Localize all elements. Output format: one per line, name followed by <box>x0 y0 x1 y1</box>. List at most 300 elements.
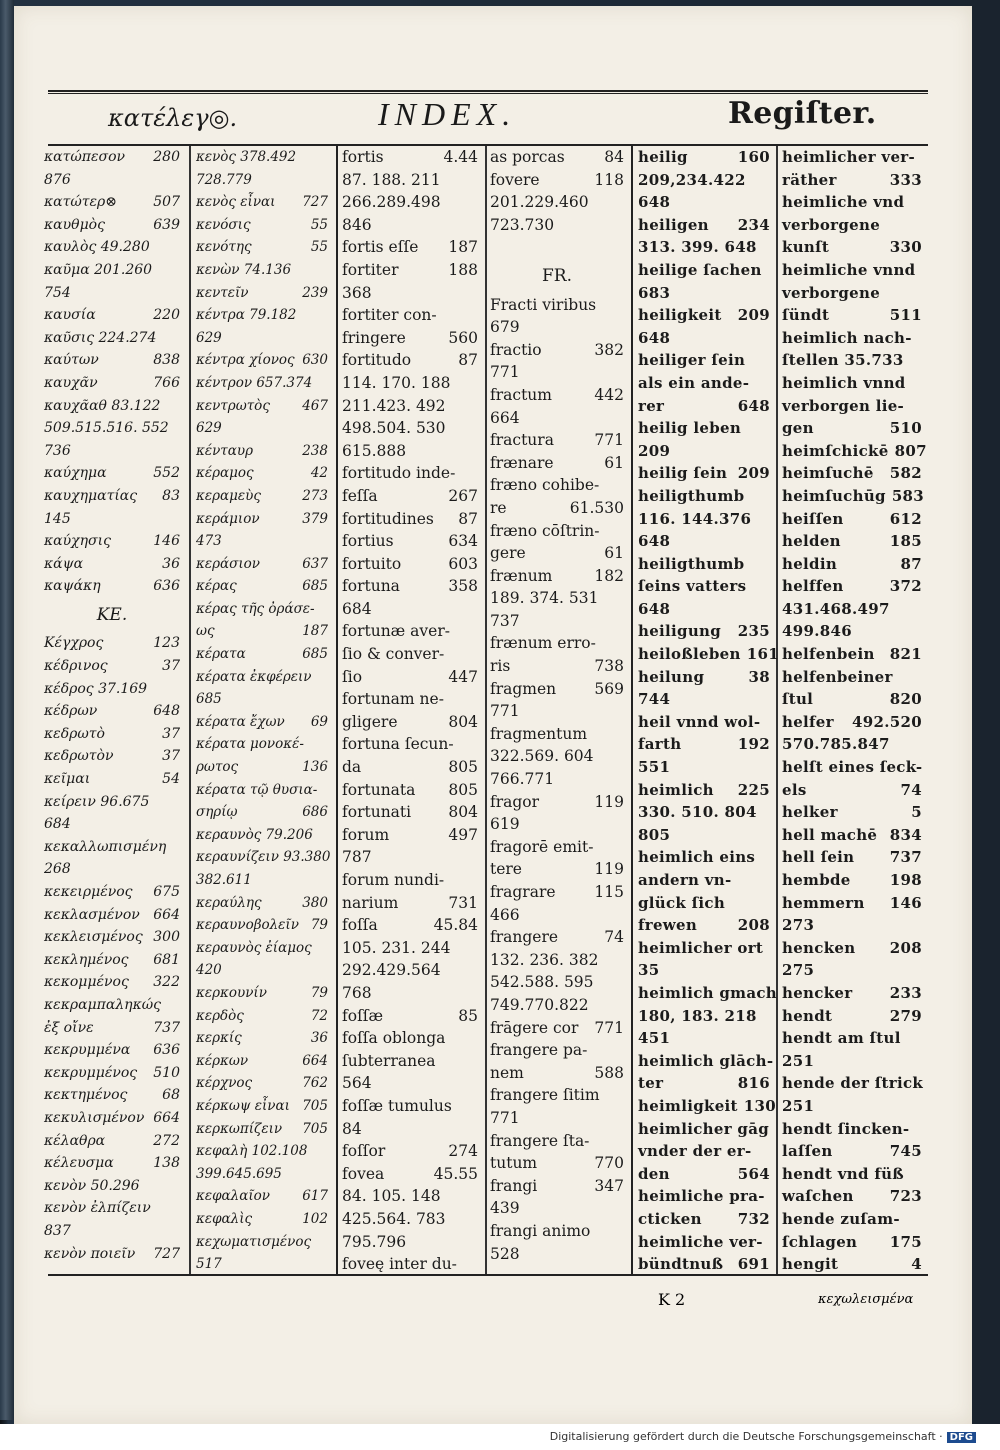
index-term: ſündt <box>782 306 830 325</box>
index-term: heiligkeit <box>638 306 722 325</box>
index-entry <box>782 643 922 666</box>
index-entry <box>782 282 922 305</box>
index-term: 211.423. 492 <box>342 396 446 415</box>
index-term: farth <box>638 735 682 754</box>
page-reference: 511 <box>889 306 922 325</box>
index-term: heiligthumb <box>638 554 745 573</box>
index-term: 837 <box>44 1222 71 1239</box>
index-term: 805 <box>638 825 671 844</box>
index-term: ρωτος <box>196 759 239 776</box>
index-term: 275 <box>782 961 815 980</box>
page-reference: 467 <box>302 397 328 414</box>
index-term: helſt eines ſeck- <box>782 758 923 777</box>
index-entry <box>44 508 180 531</box>
index-entry <box>782 530 922 553</box>
index-term: κενὸν 50.296 <box>44 1177 140 1194</box>
index-term: tutum <box>490 1154 538 1173</box>
index-term: fortuito <box>342 554 402 573</box>
index-term: fragorē emit- <box>490 837 594 856</box>
index-entry <box>196 914 328 937</box>
page-reference: 79 <box>310 984 328 1001</box>
index-entry <box>342 982 478 1005</box>
index-term: ris <box>490 657 511 676</box>
index-entry <box>44 904 180 927</box>
index-term: 266.289.498 <box>342 193 441 212</box>
index-entry <box>490 1197 624 1220</box>
page-reference: 146 <box>153 533 180 550</box>
page-reference: 564 <box>737 1164 770 1183</box>
index-term: 209 <box>638 441 671 460</box>
index-term: andern vn- <box>638 871 732 889</box>
index-entry <box>342 1027 478 1050</box>
index-entry <box>44 678 180 701</box>
index-term: hembde <box>782 871 851 889</box>
page-signature: K 2 <box>658 1290 686 1309</box>
index-entry <box>638 779 770 802</box>
page-reference: 274 <box>448 1142 478 1161</box>
page-reference: 55 <box>310 216 328 233</box>
index-entry <box>782 169 922 192</box>
index-term: heimliche pra- <box>638 1187 765 1206</box>
page-reference: 637 <box>302 555 328 572</box>
index-entry <box>638 553 770 576</box>
index-term: κενόσις <box>196 216 251 233</box>
index-term: fragor <box>490 792 540 811</box>
index-term: καυσία <box>44 307 96 324</box>
index-entry <box>638 1231 770 1254</box>
page-reference: 119 <box>594 860 624 879</box>
index-term: 330. 510. 804 <box>638 803 757 822</box>
index-entry <box>490 1152 624 1175</box>
page-reference: 588 <box>594 1063 624 1082</box>
index-term: fortius <box>342 532 394 551</box>
index-term: 664 <box>490 408 520 427</box>
index-entry <box>638 349 770 372</box>
page-reference: 382 <box>594 340 624 359</box>
index-term: κέρας <box>196 578 237 595</box>
index-entry <box>638 146 770 169</box>
index-entry <box>782 846 922 869</box>
index-term: frāgere cor <box>490 1018 579 1037</box>
index-entry <box>342 824 478 847</box>
index-entry <box>638 914 770 937</box>
index-entry <box>638 1027 770 1050</box>
index-term: räther <box>782 170 837 189</box>
index-term: 846 <box>342 215 372 234</box>
index-term: helfenbein <box>782 645 875 664</box>
index-entry <box>490 994 624 1017</box>
page-reference: 333 <box>889 170 922 189</box>
page-reference: 834 <box>889 825 922 844</box>
page-reference: 198 <box>889 871 922 889</box>
index-entry <box>44 462 180 485</box>
index-term: fractum <box>490 385 552 404</box>
index-entry <box>196 1005 328 1028</box>
index-term: κέρατα ἔχων <box>196 713 285 730</box>
index-term: κεραυνὸς 79.206 <box>196 826 313 843</box>
index-term: 768 <box>342 983 372 1002</box>
page-reference: 685 <box>302 578 328 595</box>
index-term: heimlich <box>638 780 714 799</box>
index-term: helden <box>782 532 841 551</box>
index-term: frangi animo <box>490 1221 591 1240</box>
index-term: κέντρον 657.374 <box>196 374 313 391</box>
index-term: frewen <box>638 916 698 935</box>
index-entry <box>490 339 624 362</box>
index-entry <box>196 575 328 598</box>
header-center: INDEX. <box>378 96 517 132</box>
index-term: heimlicher ver- <box>782 148 916 166</box>
index-term: κεφαλὴ 102.108 <box>196 1143 308 1160</box>
page-reference: 705 <box>302 1120 328 1137</box>
index-entry <box>638 824 770 847</box>
page-reference: 380 <box>302 894 328 911</box>
page-reference: 664 <box>153 1109 180 1126</box>
index-term: κενὸν ποιεῖν <box>44 1245 136 1262</box>
index-entry <box>196 666 328 689</box>
index-term: rer <box>638 396 665 415</box>
page-reference: 766 <box>153 374 180 391</box>
dfg-logo: DFG <box>947 1432 976 1443</box>
index-term: frangere <box>490 928 559 947</box>
index-entry <box>782 1163 922 1186</box>
page-reference: 61.530 <box>569 498 624 517</box>
index-entry <box>342 914 478 937</box>
index-entry <box>44 1039 180 1062</box>
index-entry <box>196 259 328 282</box>
page-reference: 87 <box>458 509 478 528</box>
index-entry <box>490 520 624 543</box>
index-term: 564 <box>342 1074 372 1093</box>
index-term: κεκλημένος <box>44 951 129 968</box>
index-entry <box>490 610 624 633</box>
page-reference: 560 <box>448 328 478 347</box>
page-reference: 42 <box>310 465 328 482</box>
page-reference: 161 <box>746 645 779 664</box>
index-term: κεδρωτὸ <box>44 725 105 742</box>
index-entry <box>196 1050 328 1073</box>
page-reference: 192 <box>737 735 770 754</box>
header-right: Regiſter. <box>728 96 877 131</box>
index-term: κεραυνὸς ἐίαμος <box>196 939 312 956</box>
index-entry <box>196 417 328 440</box>
page-reference: 208 <box>889 938 922 957</box>
index-entry <box>782 914 922 937</box>
index-term: 737 <box>490 611 520 630</box>
index-entry <box>490 474 624 497</box>
index-term: κέδρων <box>44 703 98 720</box>
page-reference: 612 <box>889 509 922 528</box>
page-reference: 639 <box>153 216 180 233</box>
index-term: 473 <box>196 533 222 550</box>
index-term: frænum <box>490 566 553 585</box>
index-term: 749.770.822 <box>490 995 589 1014</box>
index-entry <box>490 971 624 994</box>
index-entry <box>638 959 770 982</box>
index-entry <box>782 756 922 779</box>
index-term: κενὸν ἐλπίζειν <box>44 1200 151 1217</box>
index-term: heimliche ver- <box>638 1232 763 1251</box>
index-term: foſſa <box>342 916 378 935</box>
index-term: καψάκη <box>44 578 101 595</box>
catchword: κεχωλεισμένα <box>818 1292 914 1307</box>
index-entry <box>44 282 180 305</box>
index-entry <box>638 462 770 485</box>
index-term: κερκουνίν <box>196 984 267 1001</box>
index-term: verborgene <box>782 215 881 234</box>
index-entry <box>342 191 478 214</box>
page-reference: 160 <box>737 148 770 166</box>
index-term: 201.229.460 <box>490 193 589 212</box>
page-reference: 4 <box>911 1255 922 1274</box>
index-term: fovere <box>490 170 540 189</box>
index-frame <box>44 90 928 1309</box>
page-reference: 187 <box>302 623 328 640</box>
index-entry <box>638 191 770 214</box>
page-reference: 238 <box>302 442 328 459</box>
index-term: κεχωματισμένος <box>196 1233 312 1250</box>
index-entry <box>490 632 624 655</box>
index-entry <box>638 801 770 824</box>
index-term: fræno cōſtrin- <box>490 521 600 540</box>
index-entry <box>44 632 180 655</box>
index-entry <box>782 508 922 531</box>
index-term: κενὼν 74.136 <box>196 261 292 278</box>
index-term: verborgene <box>782 283 881 302</box>
index-term: κέδρινος <box>44 658 108 675</box>
index-term: heimlich glāch- <box>638 1051 774 1070</box>
page-reference: 267 <box>448 486 478 505</box>
index-entry <box>638 395 770 418</box>
index-term: 498.504. 530 <box>342 419 446 438</box>
page-reference: 45.55 <box>433 1164 478 1183</box>
index-entry <box>44 813 180 836</box>
index-entry <box>342 395 478 418</box>
index-entry <box>782 1185 922 1208</box>
index-term: 466 <box>490 905 520 924</box>
index-term: κεντρωτὸς <box>196 397 270 414</box>
page-reference: 209 <box>737 464 770 483</box>
page-reference: 738 <box>594 657 624 676</box>
index-entry <box>782 191 922 214</box>
index-term: 683 <box>638 283 671 302</box>
index-term: bündtnuß <box>638 1255 724 1274</box>
index-term: καύχησις <box>44 533 111 550</box>
index-term: κερκωπίζειν <box>196 1120 283 1137</box>
page-reference: 770 <box>594 1154 624 1173</box>
index-entry <box>44 1197 180 1220</box>
index-entry <box>44 191 180 214</box>
index-term: κεραύλης <box>196 894 262 911</box>
index-entry <box>782 440 927 463</box>
index-term: 84. 105. 148 <box>342 1187 441 1206</box>
index-entry <box>782 575 922 598</box>
index-entry <box>638 666 770 689</box>
index-entry <box>638 643 779 666</box>
index-term: fractura <box>490 431 554 450</box>
page-reference: 737 <box>153 1019 180 1036</box>
index-term: den <box>638 1164 670 1183</box>
page-reference: 727 <box>153 1245 180 1262</box>
index-term: fortuna ſecun- <box>342 735 454 754</box>
index-entry <box>44 575 180 598</box>
index-entry <box>196 733 328 756</box>
index-entry <box>490 146 624 169</box>
index-entry <box>342 1118 478 1141</box>
index-term: καυχηματίας <box>44 487 138 504</box>
index-term: 116. 144.376 <box>638 509 752 528</box>
index-entry <box>196 779 328 802</box>
index-entry <box>490 294 624 317</box>
index-column-german-2 <box>782 146 927 1276</box>
page-reference: 83 <box>162 487 180 504</box>
index-entry <box>490 768 624 791</box>
index-entry <box>44 440 180 463</box>
index-term: 105. 231. 244 <box>342 938 451 957</box>
index-term: hencker <box>782 983 853 1002</box>
index-term: κέρκωψ εἶναι <box>196 1097 290 1114</box>
index-term: fortunati <box>342 803 412 822</box>
index-term: foſſæ tumulus <box>342 1096 452 1115</box>
index-entry <box>342 688 478 711</box>
index-term: hende der ſtrick <box>782 1074 924 1093</box>
index-entry <box>342 282 478 305</box>
index-entry <box>196 214 328 237</box>
index-entry <box>638 1185 770 1208</box>
index-entry <box>196 869 328 892</box>
page-reference: 771 <box>594 431 624 450</box>
index-term: κέρκων <box>196 1052 249 1069</box>
page-reference: 807 <box>894 441 927 460</box>
index-term: heimlicher ort <box>638 938 764 957</box>
index-term: fortis <box>342 148 384 166</box>
index-term: 114. 170. 188 <box>342 373 451 392</box>
page-reference: 804 <box>448 712 478 731</box>
index-term: 322.569. 604 <box>490 747 594 766</box>
book-page <box>14 6 972 1424</box>
page-reference: 225 <box>737 780 770 799</box>
index-entry <box>490 745 624 768</box>
index-entry <box>44 169 180 192</box>
page-reference: 5 <box>911 803 922 822</box>
index-term: καυχᾶν <box>44 374 98 391</box>
index-term: helker <box>782 803 838 822</box>
page-reference: 61 <box>604 544 624 563</box>
index-term: 313. 399. 648 <box>638 238 757 257</box>
index-entry <box>196 1027 328 1050</box>
page-reference: 279 <box>889 1006 922 1025</box>
index-term: 528 <box>490 1244 520 1263</box>
index-entry <box>490 791 624 814</box>
page-reference: 510 <box>153 1064 180 1081</box>
index-entry <box>342 1050 478 1073</box>
index-column-german-1 <box>638 146 779 1276</box>
index-term: fragrare <box>490 883 556 901</box>
index-entry <box>638 1050 774 1073</box>
index-entry <box>196 327 328 350</box>
page-reference: 146 <box>889 893 922 912</box>
index-entry <box>44 1017 180 1040</box>
page-reference: 447 <box>448 667 478 686</box>
index-entry <box>342 259 478 282</box>
index-term: fortiter <box>342 260 399 279</box>
index-term: κεκειρμένος <box>44 884 133 900</box>
page-reference: 79 <box>310 917 328 934</box>
index-entry <box>782 417 922 440</box>
index-term: 542.588. 595 <box>490 973 594 992</box>
index-entry <box>782 688 922 711</box>
index-term: ſubterranea <box>342 1051 436 1070</box>
index-term: 517 <box>196 1256 222 1273</box>
page-reference: 805 <box>448 780 478 799</box>
page-reference: 569 <box>594 679 624 698</box>
index-term: waſchen <box>782 1187 854 1206</box>
index-term: 754 <box>44 284 71 301</box>
index-entry <box>342 869 478 892</box>
index-term: 648 <box>638 599 671 618</box>
index-entry <box>490 1084 624 1107</box>
index-term: 679 <box>490 318 520 337</box>
index-term: 420 <box>196 962 222 979</box>
index-term: fortuna <box>342 577 400 596</box>
index-entry <box>342 1163 478 1186</box>
index-term: κέντρα 79.182 <box>196 307 297 324</box>
index-entry <box>490 858 624 881</box>
index-term: κέλευσμα <box>44 1155 114 1172</box>
page-reference: 74 <box>900 780 922 799</box>
page-reference: 188 <box>448 260 478 279</box>
index-term: 684 <box>44 816 71 833</box>
index-term: els <box>782 780 807 799</box>
page-reference: 4.44 <box>443 148 478 166</box>
index-term: κεδρωτὸν <box>44 748 114 765</box>
index-term: σηρίῳ <box>196 804 238 821</box>
index-entry <box>490 926 624 949</box>
index-term: κενὸς εἶναι <box>196 194 276 211</box>
index-term: da <box>342 758 362 777</box>
index-entry <box>782 1072 922 1095</box>
index-entry <box>638 598 770 621</box>
index-entry <box>342 417 478 440</box>
index-term: 84 <box>342 1119 362 1138</box>
page-reference: 87 <box>900 554 922 573</box>
page-reference: 300 <box>153 929 180 946</box>
index-term: ter <box>638 1074 664 1093</box>
page-reference: 54 <box>162 771 180 788</box>
page-reference: 727 <box>302 194 328 211</box>
page-reference: 187 <box>448 238 478 257</box>
index-entry <box>638 575 770 598</box>
index-entry <box>490 316 624 339</box>
page-reference: 636 <box>153 1042 180 1059</box>
page-reference: 745 <box>889 1142 922 1161</box>
column-divider-3 <box>485 146 487 1274</box>
index-term: 619 <box>490 815 520 834</box>
index-entry <box>44 553 180 576</box>
index-term: κέραμος <box>196 465 254 482</box>
index-term: ſchlagen <box>782 1232 858 1251</box>
page-reference: 130 <box>743 1096 776 1115</box>
index-entry <box>490 407 624 430</box>
index-term: 292.429.564 <box>342 961 441 980</box>
index-term: fragmen <box>490 679 557 698</box>
index-term: 251 <box>782 1096 815 1115</box>
index-entry <box>44 1084 180 1107</box>
index-entry <box>782 304 922 327</box>
page-reference: 497 <box>448 825 478 844</box>
index-term: heilige ſachen <box>638 260 762 279</box>
index-term: 648 <box>638 193 671 212</box>
